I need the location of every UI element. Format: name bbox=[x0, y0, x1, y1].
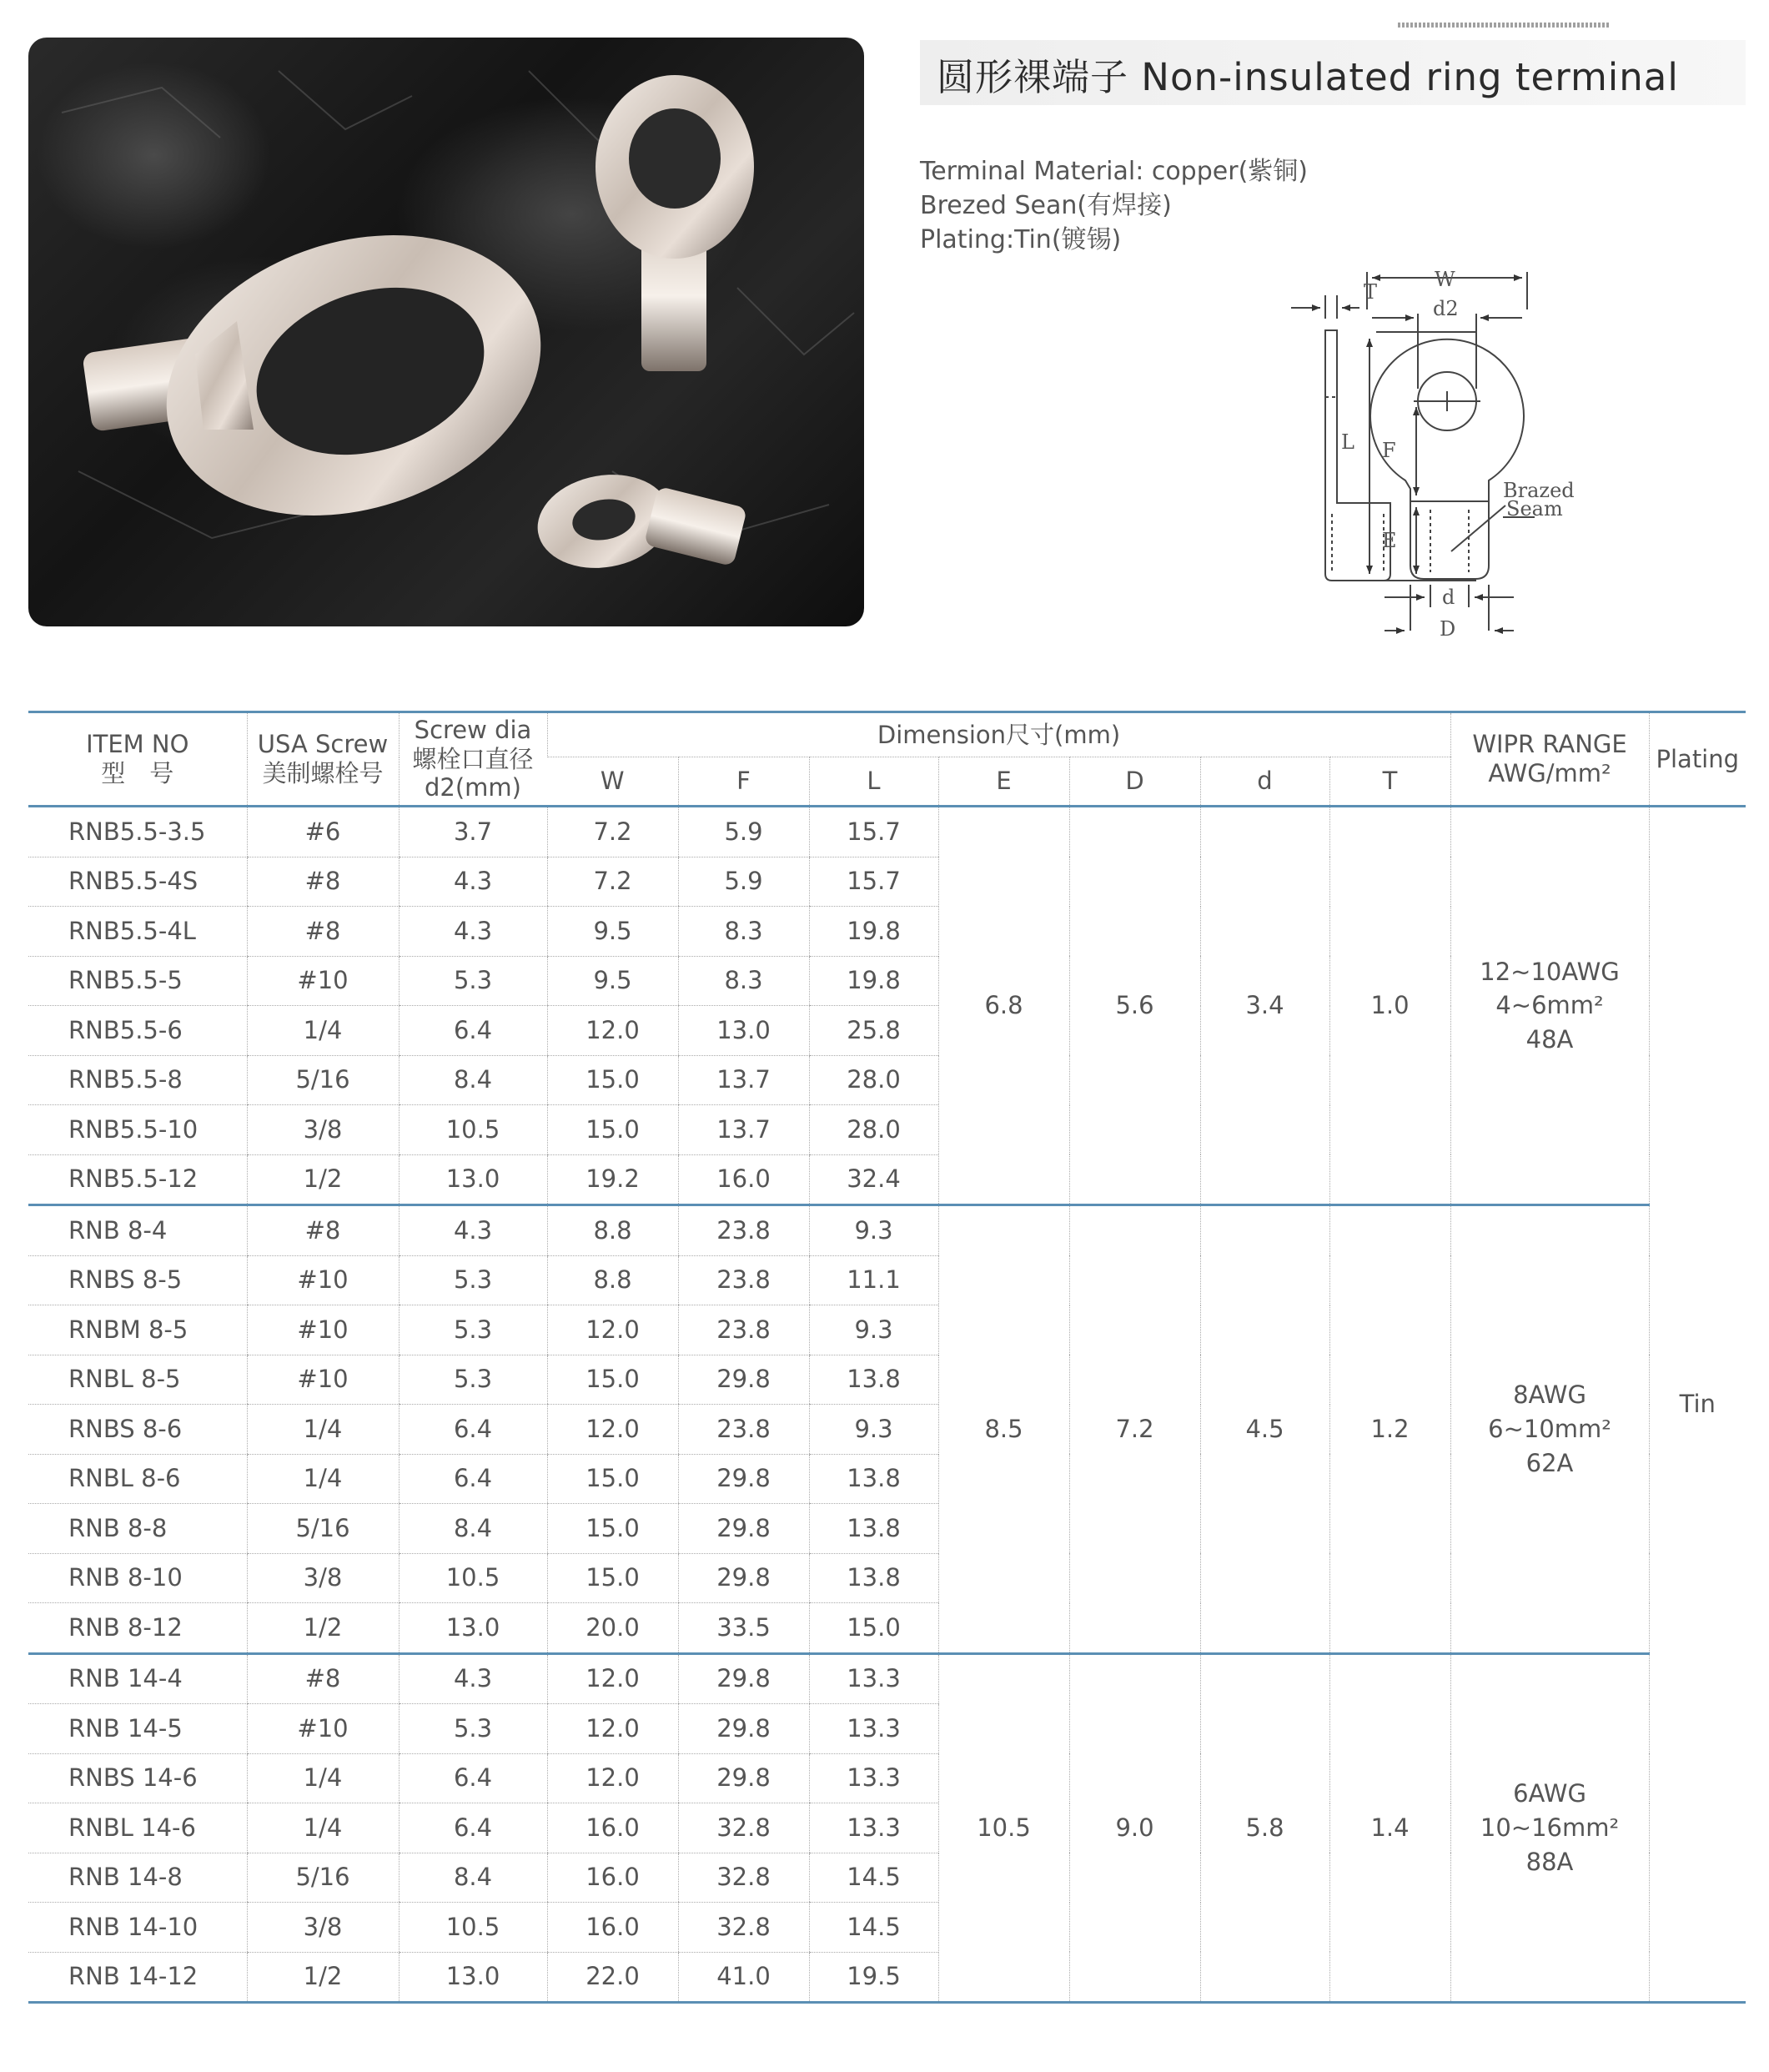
cell-item-no: RNBL 14-6 bbox=[28, 1803, 247, 1853]
cell-dim-w: 7.2 bbox=[547, 807, 678, 857]
cell-dim-w: 12.0 bbox=[547, 1704, 678, 1754]
cell-dim-l: 9.3 bbox=[809, 1405, 938, 1455]
label-brazed: Brazed bbox=[1503, 479, 1575, 502]
cell-dim-f: 5.9 bbox=[678, 857, 809, 907]
label-e: E bbox=[1382, 529, 1397, 552]
cell-dim-w: 22.0 bbox=[547, 1952, 678, 2003]
cell-dim-f: 33.5 bbox=[678, 1603, 809, 1654]
cell-item-no: RNB 14-5 bbox=[28, 1704, 247, 1754]
cell-screw-dia: 3.7 bbox=[399, 807, 547, 857]
cell-dim-f: 29.8 bbox=[678, 1355, 809, 1405]
cell-usa-screw: #10 bbox=[247, 956, 399, 1006]
cell-dim-f: 23.8 bbox=[678, 1405, 809, 1455]
cell-d-upper: 9.0 bbox=[1069, 1653, 1200, 2003]
header-f: F bbox=[678, 757, 809, 807]
cell-item-no: RNB 8-12 bbox=[28, 1603, 247, 1654]
cell-usa-screw: 1/4 bbox=[247, 1405, 399, 1455]
cell-screw-dia: 4.3 bbox=[399, 907, 547, 957]
cell-dim-f: 32.8 bbox=[678, 1853, 809, 1903]
cell-item-no: RNB 8-8 bbox=[28, 1504, 247, 1554]
cell-wire-range bbox=[1450, 1653, 1649, 2003]
cell-screw-dia: 5.3 bbox=[399, 1704, 547, 1754]
cell-dim-w: 16.0 bbox=[547, 1803, 678, 1853]
cell-dim-f: 32.8 bbox=[678, 1803, 809, 1853]
cell-usa-screw: 3/8 bbox=[247, 1553, 399, 1603]
cell-dim-w: 19.2 bbox=[547, 1154, 678, 1205]
wire-range-line: 4~6mm² bbox=[1495, 991, 1604, 1020]
wire-range-line: 48A bbox=[1525, 1024, 1574, 1054]
header-plating: Plating bbox=[1649, 712, 1746, 807]
wire-range-line: 10~16mm² bbox=[1480, 1813, 1620, 1842]
cell-dim-f: 13.0 bbox=[678, 1006, 809, 1056]
cell-screw-dia: 8.4 bbox=[399, 1055, 547, 1105]
cell-dim-f: 29.8 bbox=[678, 1704, 809, 1754]
cell-usa-screw: 1/4 bbox=[247, 1006, 399, 1056]
header-t: T bbox=[1329, 757, 1450, 807]
cell-dim-l: 32.4 bbox=[809, 1154, 938, 1205]
cell-screw-dia: 8.4 bbox=[399, 1853, 547, 1903]
ring-terminal-illustration bbox=[28, 38, 864, 626]
cell-item-no: RNB 14-12 bbox=[28, 1952, 247, 2003]
cell-item-no: RNB 8-4 bbox=[28, 1205, 247, 1256]
cell-dim-w: 15.0 bbox=[547, 1504, 678, 1554]
cell-screw-dia: 4.3 bbox=[399, 857, 547, 907]
cell-screw-dia: 8.4 bbox=[399, 1504, 547, 1554]
cell-dim-l: 19.8 bbox=[809, 907, 938, 957]
header-wipr-range: WIPR RANGE AWG/mm² bbox=[1450, 712, 1649, 807]
wire-range-line: 6~10mm² bbox=[1488, 1414, 1611, 1443]
cell-d-upper: 5.6 bbox=[1069, 807, 1200, 1205]
header-l: L bbox=[809, 757, 938, 807]
header-e: E bbox=[938, 757, 1069, 807]
cell-item-no: RNB5.5-6 bbox=[28, 1006, 247, 1056]
cell-screw-dia: 6.4 bbox=[399, 1405, 547, 1455]
cell-screw-dia: 4.3 bbox=[399, 1653, 547, 1704]
product-photo bbox=[28, 38, 864, 626]
wire-range-line: 12~10AWG bbox=[1480, 957, 1620, 986]
cell-e: 8.5 bbox=[938, 1205, 1069, 1654]
header-d-lower: d bbox=[1200, 757, 1329, 807]
cell-item-no: RNB5.5-12 bbox=[28, 1154, 247, 1205]
cell-usa-screw: 5/16 bbox=[247, 1853, 399, 1903]
header-fine-print bbox=[1398, 23, 1610, 28]
cell-usa-screw: #8 bbox=[247, 1653, 399, 1704]
cell-dim-w: 16.0 bbox=[547, 1903, 678, 1953]
cell-usa-screw: #8 bbox=[247, 907, 399, 957]
cell-dim-w: 12.0 bbox=[547, 1006, 678, 1056]
cell-dim-l: 25.8 bbox=[809, 1006, 938, 1056]
label-d-upper: D bbox=[1440, 617, 1456, 641]
cell-usa-screw: 1/4 bbox=[247, 1454, 399, 1504]
cell-dim-f: 29.8 bbox=[678, 1553, 809, 1603]
header-dimension: Dimension尺寸(mm) bbox=[547, 712, 1450, 757]
cell-dim-w: 8.8 bbox=[547, 1205, 678, 1256]
cell-t: 1.2 bbox=[1329, 1205, 1450, 1654]
cell-usa-screw: 1/4 bbox=[247, 1753, 399, 1803]
cell-plating: Tin bbox=[1649, 807, 1746, 2003]
cell-item-no: RNB5.5-3.5 bbox=[28, 807, 247, 857]
cell-dim-f: 13.7 bbox=[678, 1105, 809, 1155]
page-title: 圆形裸端子 Non-insulated ring terminal bbox=[937, 55, 1679, 99]
cell-item-no: RNB 8-10 bbox=[28, 1553, 247, 1603]
cell-item-no: RNB5.5-4S bbox=[28, 857, 247, 907]
cell-dim-l: 19.8 bbox=[809, 956, 938, 1006]
cell-t: 1.0 bbox=[1329, 807, 1450, 1205]
cell-dim-f: 41.0 bbox=[678, 1952, 809, 2003]
cell-item-no: RNB5.5-4L bbox=[28, 907, 247, 957]
cell-d-lower: 3.4 bbox=[1200, 807, 1329, 1205]
cell-usa-screw: #6 bbox=[247, 807, 399, 857]
cell-dim-l: 13.3 bbox=[809, 1753, 938, 1803]
cell-usa-screw: 3/8 bbox=[247, 1903, 399, 1953]
cell-dim-f: 5.9 bbox=[678, 807, 809, 857]
cell-item-no: RNBS 14-6 bbox=[28, 1753, 247, 1803]
cell-dim-f: 8.3 bbox=[678, 907, 809, 957]
cell-dim-w: 15.0 bbox=[547, 1355, 678, 1405]
cell-t: 1.4 bbox=[1329, 1653, 1450, 2003]
wire-range-line: 62A bbox=[1525, 1448, 1574, 1477]
cell-screw-dia: 10.5 bbox=[399, 1105, 547, 1155]
cell-dim-l: 13.8 bbox=[809, 1355, 938, 1405]
cell-dim-l: 19.5 bbox=[809, 1952, 938, 2003]
label-f: F bbox=[1382, 439, 1396, 462]
cell-dim-l: 9.3 bbox=[809, 1205, 938, 1256]
table-row bbox=[28, 1205, 1746, 1256]
spec-seam: Brezed Sean(有焊接) bbox=[920, 191, 1172, 220]
cell-dim-l: 13.8 bbox=[809, 1553, 938, 1603]
cell-screw-dia: 13.0 bbox=[399, 1154, 547, 1205]
cell-screw-dia: 6.4 bbox=[399, 1454, 547, 1504]
cell-usa-screw: 1/2 bbox=[247, 1603, 399, 1654]
cell-dim-f: 32.8 bbox=[678, 1903, 809, 1953]
cell-dim-f: 23.8 bbox=[678, 1305, 809, 1355]
cell-dim-f: 16.0 bbox=[678, 1154, 809, 1205]
cell-dim-f: 29.8 bbox=[678, 1454, 809, 1504]
cell-e: 6.8 bbox=[938, 807, 1069, 1205]
header-w: W bbox=[547, 757, 678, 807]
cell-item-no: RNBS 8-6 bbox=[28, 1405, 247, 1455]
cell-usa-screw: 1/4 bbox=[247, 1803, 399, 1853]
cell-dim-f: 29.8 bbox=[678, 1653, 809, 1704]
cell-dim-l: 14.5 bbox=[809, 1903, 938, 1953]
wire-range-line: 8AWG bbox=[1513, 1380, 1586, 1410]
cell-dim-f: 13.7 bbox=[678, 1055, 809, 1105]
cell-usa-screw: #10 bbox=[247, 1355, 399, 1405]
cell-screw-dia: 13.0 bbox=[399, 1603, 547, 1654]
cell-d-lower: 5.8 bbox=[1200, 1653, 1329, 2003]
cell-item-no: RNB5.5-10 bbox=[28, 1105, 247, 1155]
cell-usa-screw: #10 bbox=[247, 1305, 399, 1355]
cell-usa-screw: 1/2 bbox=[247, 1952, 399, 2003]
cell-dim-w: 7.2 bbox=[547, 857, 678, 907]
cell-dim-w: 15.0 bbox=[547, 1553, 678, 1603]
wire-range-line: 88A bbox=[1525, 1847, 1574, 1876]
cell-item-no: RNB5.5-5 bbox=[28, 956, 247, 1006]
label-l: L bbox=[1341, 430, 1354, 454]
vertical-terminal bbox=[596, 75, 754, 371]
cell-dim-l: 9.3 bbox=[809, 1305, 938, 1355]
table-row bbox=[28, 807, 1746, 857]
cell-dim-w: 20.0 bbox=[547, 1603, 678, 1654]
cell-screw-dia: 10.5 bbox=[399, 1553, 547, 1603]
cell-item-no: RNB5.5-8 bbox=[28, 1055, 247, 1105]
cell-item-no: RNBL 8-5 bbox=[28, 1355, 247, 1405]
cell-dim-w: 9.5 bbox=[547, 907, 678, 957]
small-terminal bbox=[530, 465, 747, 578]
cell-dim-w: 16.0 bbox=[547, 1853, 678, 1903]
spec-material: Terminal Material: copper(紫铜) bbox=[920, 157, 1308, 186]
cell-screw-dia: 4.3 bbox=[399, 1205, 547, 1256]
table-row bbox=[28, 1653, 1746, 1704]
large-terminal bbox=[82, 189, 577, 561]
cell-item-no: RNB 14-4 bbox=[28, 1653, 247, 1704]
cell-d-upper: 7.2 bbox=[1069, 1205, 1200, 1654]
cell-dim-l: 13.8 bbox=[809, 1454, 938, 1504]
wire-range-line: 6AWG bbox=[1513, 1779, 1586, 1808]
cell-dim-w: 15.0 bbox=[547, 1105, 678, 1155]
cell-dim-f: 8.3 bbox=[678, 956, 809, 1006]
cell-dim-l: 13.3 bbox=[809, 1803, 938, 1853]
label-seam: Seam bbox=[1506, 497, 1563, 521]
cell-usa-screw: #10 bbox=[247, 1255, 399, 1305]
cell-dim-l: 28.0 bbox=[809, 1055, 938, 1105]
label-w: W bbox=[1435, 268, 1455, 291]
cell-screw-dia: 5.3 bbox=[399, 1305, 547, 1355]
cell-dim-l: 11.1 bbox=[809, 1255, 938, 1305]
cell-dim-w: 8.8 bbox=[547, 1255, 678, 1305]
cell-dim-l: 13.3 bbox=[809, 1653, 938, 1704]
label-t: T bbox=[1364, 280, 1378, 304]
cell-item-no: RNBL 8-6 bbox=[28, 1454, 247, 1504]
cell-screw-dia: 5.3 bbox=[399, 1355, 547, 1405]
cell-dim-f: 29.8 bbox=[678, 1504, 809, 1554]
header-usa-screw: USA Screw 美制螺栓号 bbox=[247, 712, 399, 807]
label-d2: d2 bbox=[1433, 297, 1459, 320]
cell-usa-screw: #10 bbox=[247, 1704, 399, 1754]
label-d-lower: d bbox=[1442, 586, 1455, 609]
cell-dim-l: 15.0 bbox=[809, 1603, 938, 1654]
cell-screw-dia: 5.3 bbox=[399, 956, 547, 1006]
cell-dim-l: 15.7 bbox=[809, 807, 938, 857]
cell-usa-screw: #8 bbox=[247, 1205, 399, 1256]
cell-dim-l: 13.3 bbox=[809, 1704, 938, 1754]
header-d-upper: D bbox=[1069, 757, 1200, 807]
cell-dim-w: 9.5 bbox=[547, 956, 678, 1006]
title-bar bbox=[920, 40, 1746, 105]
cell-dim-l: 14.5 bbox=[809, 1853, 938, 1903]
cell-screw-dia: 5.3 bbox=[399, 1255, 547, 1305]
cell-screw-dia: 6.4 bbox=[399, 1803, 547, 1853]
cell-item-no: RNB 14-10 bbox=[28, 1903, 247, 1953]
spec-plating: Plating:Tin(镀锡) bbox=[920, 225, 1122, 254]
cell-item-no: RNBS 8-5 bbox=[28, 1255, 247, 1305]
cell-dim-w: 12.0 bbox=[547, 1653, 678, 1704]
cell-dim-f: 23.8 bbox=[678, 1205, 809, 1256]
cell-item-no: RNB 14-8 bbox=[28, 1853, 247, 1903]
cell-screw-dia: 10.5 bbox=[399, 1903, 547, 1953]
cell-screw-dia: 13.0 bbox=[399, 1952, 547, 2003]
spec-table bbox=[28, 711, 1746, 2004]
cell-usa-screw: 3/8 bbox=[247, 1105, 399, 1155]
cell-usa-screw: 5/16 bbox=[247, 1055, 399, 1105]
cell-dim-w: 12.0 bbox=[547, 1753, 678, 1803]
header-item-no: ITEM NO 型 号 bbox=[28, 712, 247, 807]
cell-dim-l: 28.0 bbox=[809, 1105, 938, 1155]
cell-screw-dia: 6.4 bbox=[399, 1753, 547, 1803]
cell-screw-dia: 6.4 bbox=[399, 1006, 547, 1056]
cell-item-no: RNBM 8-5 bbox=[28, 1305, 247, 1355]
cell-dim-l: 15.7 bbox=[809, 857, 938, 907]
cell-usa-screw: 5/16 bbox=[247, 1504, 399, 1554]
terminal-dimension-drawing bbox=[1284, 264, 1751, 647]
cell-dim-l: 13.8 bbox=[809, 1504, 938, 1554]
cell-dim-f: 29.8 bbox=[678, 1753, 809, 1803]
cell-dim-w: 12.0 bbox=[547, 1305, 678, 1355]
cell-d-lower: 4.5 bbox=[1200, 1205, 1329, 1654]
cell-dim-w: 15.0 bbox=[547, 1454, 678, 1504]
spec-table-body bbox=[28, 807, 1746, 2003]
cell-dim-f: 23.8 bbox=[678, 1255, 809, 1305]
header-screw-dia: Screw dia 螺栓口直径 d2(mm) bbox=[399, 712, 547, 807]
cell-e: 10.5 bbox=[938, 1653, 1069, 2003]
cell-wire-range bbox=[1450, 807, 1649, 1205]
cell-dim-w: 12.0 bbox=[547, 1405, 678, 1455]
cell-wire-range bbox=[1450, 1205, 1649, 1654]
cell-usa-screw: 1/2 bbox=[247, 1154, 399, 1205]
cell-dim-w: 15.0 bbox=[547, 1055, 678, 1105]
cell-usa-screw: #8 bbox=[247, 857, 399, 907]
